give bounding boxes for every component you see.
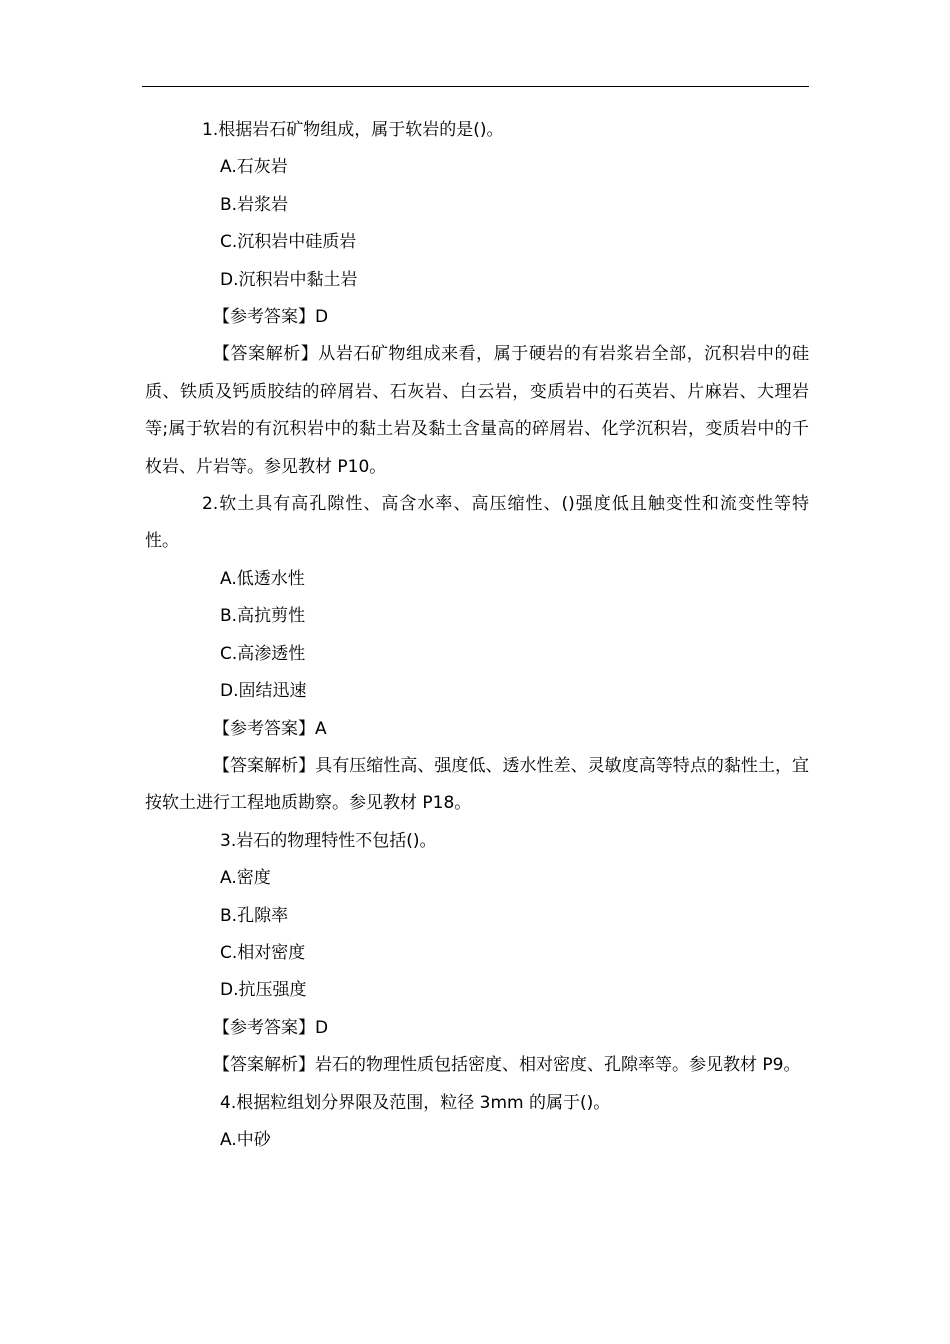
option-a: A.石灰岩 [220, 157, 288, 178]
answer-analysis: 【答案解析】从岩石矿物组成来看，属于硬岩的有岩浆岩全部，沉积岩中的硅质、铁质及钙质胶结的碎屑岩、石灰岩、白云岩，变质岩中的石英岩、片麻岩、大理岩等;属于软岩的有沉积岩中的黏土岩及黏土含量高的碎屑岩、化学沉积岩，变质岩中的千枚岩、片岩等。参见教材 P10。 [145, 344, 809, 477]
reference-answer: 【参考答案】D [213, 1017, 329, 1038]
option-b: B.孔隙率 [220, 905, 289, 926]
question-block [145, 112, 809, 486]
option-d: D.抗压强度 [220, 980, 307, 1001]
question-block [145, 1085, 809, 1160]
reference-answer: 【参考答案】D [213, 307, 329, 328]
question-stem: 3.岩石的物理特性不包括()。 [220, 830, 437, 851]
option-c: C.相对密度 [220, 942, 306, 963]
reference-answer: 【参考答案】A [213, 718, 327, 739]
option-c: C.高渗透性 [220, 643, 306, 664]
answer-analysis: 【答案解析】岩石的物理性质包括密度、相对密度、孔隙率等。参见教材 P9。 [213, 1055, 801, 1076]
option-c: C.沉积岩中硅质岩 [220, 232, 357, 253]
option-d: D.沉积岩中黏土岩 [220, 269, 358, 290]
option-b: B.高抗剪性 [220, 606, 306, 627]
option-a: A.低透水性 [220, 568, 305, 589]
document-body [145, 112, 809, 1159]
option-d: D.固结迅速 [220, 681, 307, 702]
question-block [145, 823, 809, 1085]
question-stem: 4.根据粒组划分界限及范围，粒径 3mm 的属于()。 [220, 1092, 611, 1113]
answer-analysis: 【答案解析】具有压缩性高、强度低、透水性差、灵敏度高等特点的黏性土，宜按软土进行工程地质勘察。参见教材 P18。 [145, 755, 809, 814]
option-a: A.中砂 [220, 1129, 271, 1150]
question-stem: 1.根据岩石矿物组成，属于软岩的是()。 [202, 120, 504, 140]
header-rule [142, 86, 809, 87]
option-b: B.岩浆岩 [220, 194, 289, 215]
question-block [145, 486, 809, 823]
option-a: A.密度 [220, 868, 271, 889]
question-stem: 2.软土具有高孔隙性、高含水率、高压缩性、()强度低且触变性和流变性等特性。 [145, 494, 809, 552]
